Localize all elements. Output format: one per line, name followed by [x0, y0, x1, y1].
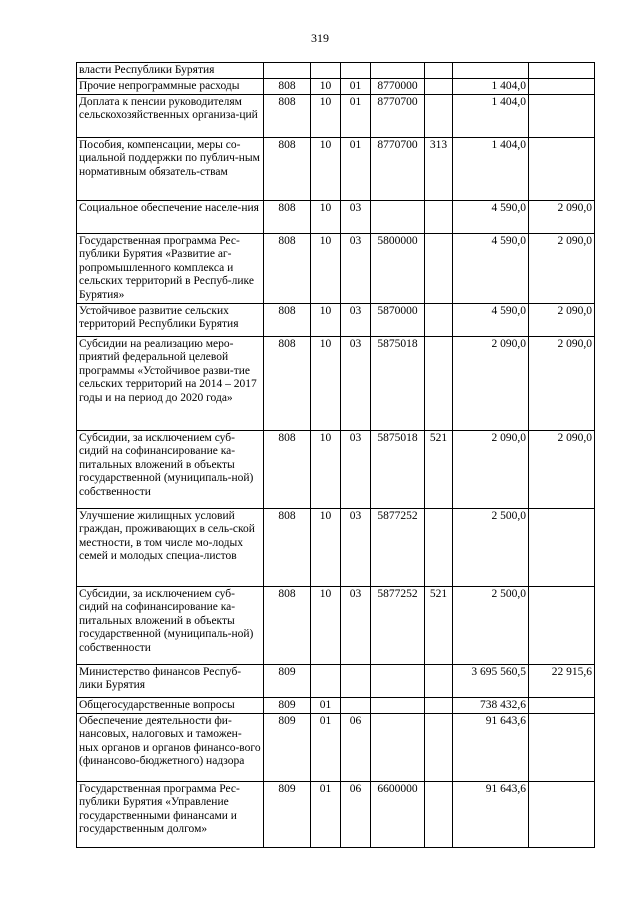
table-row [77, 664, 595, 697]
table-row [77, 78, 595, 94]
page-number: 319 [311, 31, 329, 45]
table-row [77, 94, 595, 137]
cell-name: Государственная программа Рес-публики Бурятия «Развитие аг-ропромышленного комплекса и сельских территорий в Респуб-лике Бурятия» [77, 233, 264, 303]
cell-subsection-code [341, 63, 371, 79]
cell-amount-total: 2 500,0 [453, 508, 529, 586]
cell-subsection-code: 01 [341, 78, 371, 94]
cell-name: Пособия, компенсации, меры со-циальной поддержки по публич-ным нормативным обязатель-ствам [77, 137, 264, 200]
cell-name: власти Республики Бурятия [77, 63, 264, 79]
cell-amount-federal [529, 63, 595, 79]
cell-ministry-code [264, 63, 311, 79]
cell-subsection-code: 03 [341, 336, 371, 430]
cell-subsection-code: 03 [341, 586, 371, 664]
cell-name: Прочие непрограммные расходы [77, 78, 264, 94]
cell-expense-type-code [425, 664, 453, 697]
cell-amount-federal: 2 090,0 [529, 200, 595, 233]
table-row [77, 63, 595, 79]
budget-table [76, 62, 595, 848]
cell-amount-total: 2 090,0 [453, 430, 529, 508]
table-row [77, 200, 595, 233]
cell-name: Министерство финансов Респуб-лики Бурятия [77, 664, 264, 697]
cell-name: Субсидии, за исключением суб-сидий на софинансирование ка-питальных вложений в объекты государственной (муниципаль-ной) собственности [77, 586, 264, 664]
cell-subsection-code: 03 [341, 233, 371, 303]
table-body [77, 63, 595, 848]
cell-target-code: 8770700 [371, 137, 425, 200]
cell-target-code: 5877252 [371, 508, 425, 586]
table-row [77, 233, 595, 303]
cell-subsection-code: 03 [341, 430, 371, 508]
cell-amount-federal [529, 94, 595, 137]
cell-amount-total: 1 404,0 [453, 78, 529, 94]
cell-target-code [371, 664, 425, 697]
cell-expense-type-code [425, 336, 453, 430]
cell-expense-type-code [425, 697, 453, 713]
cell-subsection-code: 06 [341, 781, 371, 847]
cell-expense-type-code: 521 [425, 586, 453, 664]
cell-ministry-code: 808 [264, 586, 311, 664]
cell-expense-type-code [425, 63, 453, 79]
cell-target-code [371, 697, 425, 713]
cell-ministry-code: 808 [264, 78, 311, 94]
cell-ministry-code: 808 [264, 303, 311, 336]
cell-name: Социальное обеспечение населе-ния [77, 200, 264, 233]
cell-target-code: 6600000 [371, 781, 425, 847]
cell-expense-type-code: 521 [425, 430, 453, 508]
cell-subsection-code [341, 664, 371, 697]
cell-amount-federal [529, 78, 595, 94]
table-row [77, 586, 595, 664]
cell-amount-federal [529, 586, 595, 664]
cell-section-code: 10 [311, 200, 341, 233]
cell-amount-total: 2 500,0 [453, 586, 529, 664]
cell-amount-federal: 2 090,0 [529, 430, 595, 508]
cell-name: Доплата к пенсии руководителям сельскохозяйственных организа-ций [77, 94, 264, 137]
cell-ministry-code: 808 [264, 336, 311, 430]
cell-ministry-code: 809 [264, 781, 311, 847]
table-row [77, 137, 595, 200]
cell-name: Устойчивое развитие сельских территорий Республики Бурятия [77, 303, 264, 336]
cell-amount-total: 1 404,0 [453, 94, 529, 137]
cell-name: Субсидии, за исключением суб-сидий на софинансирование ка-питальных вложений в объекты государственной (муниципаль-ной) собственности [77, 430, 264, 508]
table-row [77, 508, 595, 586]
cell-expense-type-code: 313 [425, 137, 453, 200]
cell-ministry-code: 808 [264, 94, 311, 137]
cell-target-code [371, 200, 425, 233]
cell-section-code: 10 [311, 303, 341, 336]
cell-amount-federal: 22 915,6 [529, 664, 595, 697]
cell-section-code [311, 664, 341, 697]
cell-target-code: 8770000 [371, 78, 425, 94]
cell-subsection-code: 03 [341, 508, 371, 586]
cell-expense-type-code [425, 303, 453, 336]
cell-expense-type-code [425, 713, 453, 781]
cell-target-code: 5875018 [371, 336, 425, 430]
cell-amount-total [453, 63, 529, 79]
cell-amount-total: 91 643,6 [453, 781, 529, 847]
cell-subsection-code [341, 697, 371, 713]
cell-name: Обеспечение деятельности фи-нансовых, налоговых и таможен-ных органов и органов финансо-вого (финансово-бюджетного) надзора [77, 713, 264, 781]
cell-ministry-code: 808 [264, 200, 311, 233]
cell-amount-federal: 2 090,0 [529, 233, 595, 303]
cell-target-code: 5800000 [371, 233, 425, 303]
table-row [77, 697, 595, 713]
cell-ministry-code: 809 [264, 713, 311, 781]
cell-subsection-code: 01 [341, 137, 371, 200]
cell-amount-total: 4 590,0 [453, 303, 529, 336]
cell-expense-type-code [425, 200, 453, 233]
cell-ministry-code: 808 [264, 508, 311, 586]
cell-section-code: 10 [311, 78, 341, 94]
cell-target-code: 5870000 [371, 303, 425, 336]
cell-amount-federal [529, 137, 595, 200]
cell-expense-type-code [425, 78, 453, 94]
cell-target-code [371, 63, 425, 79]
cell-amount-total: 91 643,6 [453, 713, 529, 781]
cell-name: Улучшение жилищных условий граждан, проживающих в сель-ской местности, в том числе мо-лодых семей и молодых специа-листов [77, 508, 264, 586]
table-row [77, 303, 595, 336]
cell-target-code [371, 713, 425, 781]
cell-amount-total: 738 432,6 [453, 697, 529, 713]
cell-section-code: 10 [311, 94, 341, 137]
cell-subsection-code: 03 [341, 200, 371, 233]
cell-subsection-code: 03 [341, 303, 371, 336]
cell-ministry-code: 808 [264, 137, 311, 200]
cell-section-code: 01 [311, 781, 341, 847]
cell-ministry-code: 809 [264, 664, 311, 697]
cell-amount-federal: 2 090,0 [529, 336, 595, 430]
cell-section-code: 01 [311, 697, 341, 713]
cell-target-code: 5877252 [371, 586, 425, 664]
cell-expense-type-code [425, 233, 453, 303]
cell-amount-total: 1 404,0 [453, 137, 529, 200]
cell-amount-total: 2 090,0 [453, 336, 529, 430]
cell-target-code: 8770700 [371, 94, 425, 137]
cell-amount-federal [529, 508, 595, 586]
cell-section-code: 10 [311, 137, 341, 200]
cell-ministry-code: 808 [264, 233, 311, 303]
cell-amount-federal [529, 713, 595, 781]
cell-amount-federal: 2 090,0 [529, 303, 595, 336]
cell-amount-federal [529, 781, 595, 847]
cell-ministry-code: 809 [264, 697, 311, 713]
cell-amount-federal [529, 697, 595, 713]
cell-section-code: 10 [311, 586, 341, 664]
table-row [77, 430, 595, 508]
cell-expense-type-code [425, 781, 453, 847]
table-row [77, 336, 595, 430]
cell-section-code: 10 [311, 336, 341, 430]
cell-name: Общегосударственные вопросы [77, 697, 264, 713]
table-row [77, 781, 595, 847]
cell-subsection-code: 01 [341, 94, 371, 137]
cell-section-code: 10 [311, 430, 341, 508]
cell-section-code: 01 [311, 713, 341, 781]
cell-amount-total: 3 695 560,5 [453, 664, 529, 697]
cell-target-code: 5875018 [371, 430, 425, 508]
table-row [77, 713, 595, 781]
cell-ministry-code: 808 [264, 430, 311, 508]
cell-section-code: 10 [311, 508, 341, 586]
cell-name: Субсидии на реализацию меро-приятий федеральной целевой программы «Устойчивое разви-тие сельских территорий на 2014 – 2017 годы и на период до 2020 года» [77, 336, 264, 430]
cell-section-code [311, 63, 341, 79]
cell-subsection-code: 06 [341, 713, 371, 781]
cell-expense-type-code [425, 508, 453, 586]
cell-amount-total: 4 590,0 [453, 200, 529, 233]
cell-amount-total: 4 590,0 [453, 233, 529, 303]
cell-expense-type-code [425, 94, 453, 137]
cell-name: Государственная программа Рес-публики Бурятия «Управление государственными финансами и государственным долгом» [77, 781, 264, 847]
cell-section-code: 10 [311, 233, 341, 303]
